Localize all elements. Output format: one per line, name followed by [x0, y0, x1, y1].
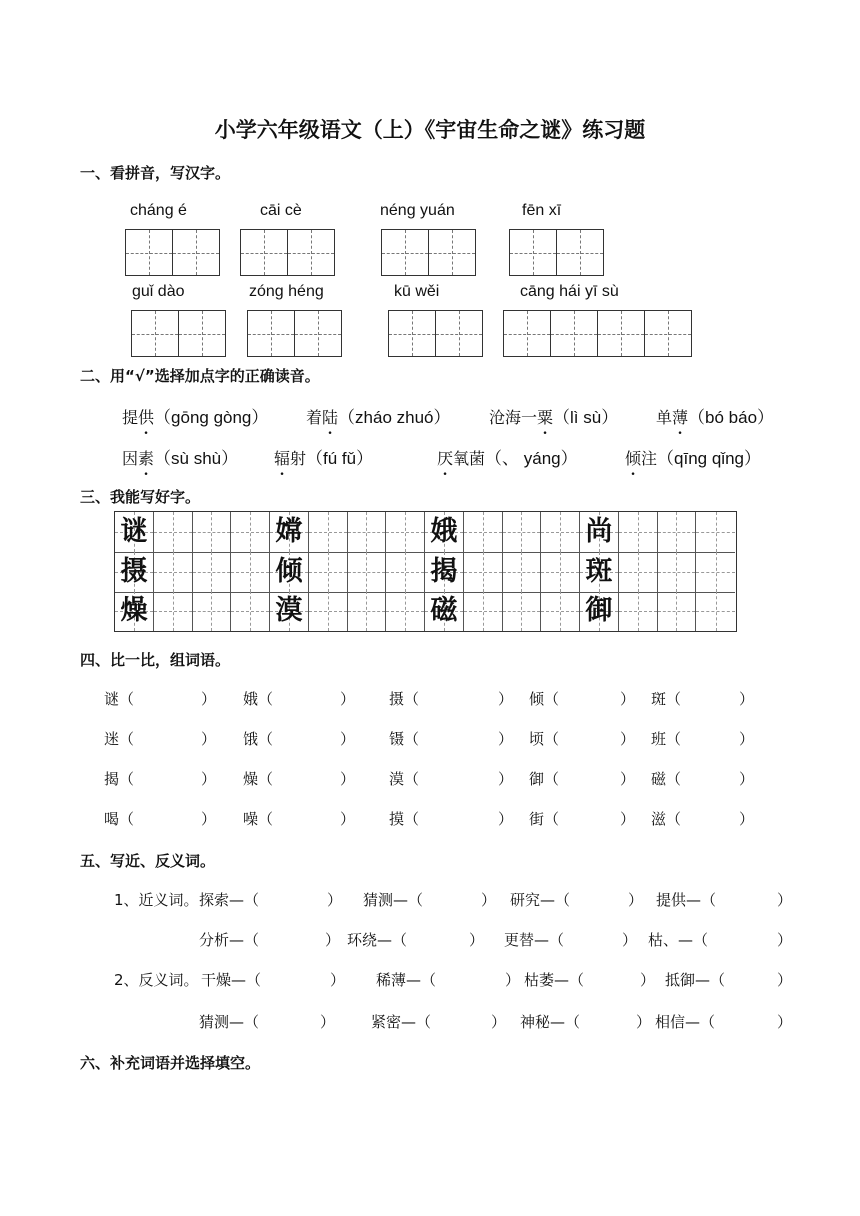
handwriting-cell[interactable]	[386, 552, 425, 592]
word-pair-prompt: 相信—（	[655, 1013, 716, 1031]
handwriting-cell[interactable]	[193, 512, 232, 552]
answer-blank-close[interactable]: ）	[327, 891, 343, 909]
word-pair-prompt: 干燥—（	[201, 971, 262, 989]
reading-item-4: 单薄（bó báo）	[656, 408, 775, 427]
word-pair-prompt: 稀薄—（	[376, 971, 437, 989]
answer-blank-close[interactable]: ）	[640, 971, 656, 989]
handwriting-cell[interactable]	[619, 512, 658, 552]
answer-blank-close[interactable]: ）	[622, 931, 638, 949]
pinyin-2-4: cāng hái yī sù	[520, 283, 619, 300]
handwriting-cell[interactable]	[464, 512, 503, 552]
compare-word: 摸（	[389, 810, 420, 828]
handwriting-cell[interactable]	[541, 512, 580, 552]
writing-box-1-2[interactable]	[240, 229, 335, 276]
handwriting-cell[interactable]	[503, 512, 542, 552]
section5-heading: 五、写近、反义词。	[80, 852, 216, 870]
writing-box-2-1[interactable]	[131, 310, 226, 357]
handwriting-row	[115, 591, 735, 631]
section3-heading: 三、我能写好字。	[80, 488, 201, 506]
answer-blank-close[interactable]: ）	[201, 730, 217, 748]
compare-word: 漠（	[389, 770, 420, 788]
pinyin-2-2: zóng héng	[249, 283, 324, 300]
answer-blank-close[interactable]: ）	[636, 1013, 652, 1031]
answer-blank-close[interactable]: ）	[498, 730, 514, 748]
answer-blank-close[interactable]: ）	[340, 770, 356, 788]
reading-item-8: 倾注（qīng qǐng）	[625, 449, 761, 468]
handwriting-cell[interactable]	[231, 552, 270, 592]
compare-word: 摄（	[389, 690, 420, 708]
handwriting-cell[interactable]	[309, 552, 348, 592]
word-pair-prompt: 紧密—（	[371, 1013, 432, 1031]
answer-blank-close[interactable]: ）	[320, 1013, 336, 1031]
word-pair-prompt: 探索—（	[199, 891, 260, 909]
section4-heading: 四、比一比，组词语。	[80, 651, 231, 669]
section6-heading: 六、补充词语并选择填空。	[80, 1054, 261, 1072]
compare-word: 娥（	[243, 690, 274, 708]
compare-word: 倾（	[529, 690, 560, 708]
answer-blank-close[interactable]: ）	[340, 810, 356, 828]
answer-blank-close[interactable]: ）	[739, 730, 755, 748]
answer-blank-close[interactable]: ）	[620, 690, 636, 708]
answer-blank-close[interactable]: ）	[739, 810, 755, 828]
handwriting-cell[interactable]	[348, 552, 387, 592]
compare-word: 街（	[529, 810, 560, 828]
handwriting-cell[interactable]	[348, 591, 387, 631]
model-character: 斑	[585, 555, 613, 587]
handwriting-cell[interactable]	[309, 591, 348, 631]
reading-item-5: 因素（sù shù）	[122, 449, 239, 468]
model-character: 揭	[430, 555, 458, 587]
answer-blank-close[interactable]: ）	[340, 690, 356, 708]
handwriting-cell[interactable]	[193, 552, 232, 592]
compare-word: 御（	[529, 770, 560, 788]
handwriting-cell[interactable]	[193, 591, 232, 631]
handwriting-row	[115, 552, 735, 593]
handwriting-cell[interactable]	[503, 552, 542, 592]
answer-blank-close[interactable]: ）	[469, 931, 485, 949]
answer-blank-close[interactable]: ）	[201, 810, 217, 828]
model-character: 谜	[120, 516, 148, 547]
writing-box-1-1[interactable]	[125, 229, 220, 276]
handwriting-cell[interactable]	[696, 512, 735, 552]
answer-blank-close[interactable]: ）	[201, 770, 217, 788]
handwriting-cell[interactable]	[348, 512, 387, 552]
compare-word: 噪（	[243, 810, 274, 828]
answer-blank-close[interactable]: ）	[620, 770, 636, 788]
answer-blank-close[interactable]: ）	[777, 891, 793, 909]
model-character: 倾	[275, 555, 303, 587]
word-pair-prompt: 更替—（	[504, 931, 565, 949]
answer-blank-close[interactable]: ）	[325, 931, 341, 949]
word-pair-prompt: 枯、—（	[648, 931, 709, 949]
model-character: 漠	[275, 595, 303, 626]
word-pair-prompt: 神秘—（	[520, 1013, 581, 1031]
pinyin-2-3: kū wěi	[394, 283, 440, 300]
reading-item-6: 辐射（fú fǔ）	[274, 449, 374, 468]
writing-box-2-2[interactable]	[247, 310, 342, 357]
word-pair-prompt: 猜测—（	[199, 1013, 260, 1031]
handwriting-cell[interactable]	[464, 591, 503, 631]
handwriting-cell[interactable]	[154, 591, 193, 631]
answer-blank-close[interactable]: ）	[739, 690, 755, 708]
compare-word: 斑（	[651, 690, 682, 708]
handwriting-cell[interactable]	[619, 591, 658, 631]
word-pair-prompt: 研究—（	[510, 891, 571, 909]
model-character: 摄	[120, 555, 148, 587]
answer-blank-close[interactable]: ）	[505, 971, 521, 989]
synonym-label: 1、近义词。	[114, 891, 199, 909]
handwriting-cell[interactable]	[696, 591, 735, 631]
answer-blank-close[interactable]: ）	[628, 891, 644, 909]
answer-blank-close[interactable]: ）	[340, 730, 356, 748]
handwriting-cell[interactable]	[231, 591, 270, 631]
pinyin-1-1: cháng é	[130, 202, 187, 219]
answer-blank-close[interactable]: ）	[481, 891, 497, 909]
word-pair-prompt: 猜测—（	[363, 891, 424, 909]
page-title: 小学六年级语文（上）《宇宙生命之谜》练习题	[214, 118, 646, 142]
answer-blank-close[interactable]: ）	[620, 730, 636, 748]
model-character: 嫦	[275, 516, 303, 547]
handwriting-cell[interactable]	[503, 591, 542, 631]
handwriting-cell[interactable]	[658, 591, 697, 631]
model-character: 娥	[430, 516, 458, 547]
handwriting-cell[interactable]	[541, 591, 580, 631]
handwriting-cell[interactable]	[464, 552, 503, 592]
answer-blank-close[interactable]: ）	[620, 810, 636, 828]
writing-box-1-4[interactable]	[509, 229, 604, 276]
answer-blank-close[interactable]: ）	[498, 690, 514, 708]
compare-word: 迷（	[104, 730, 135, 748]
word-pair-prompt: 枯萎—（	[524, 971, 585, 989]
handwriting-cell[interactable]	[658, 512, 697, 552]
pinyin-1-2: cāi cè	[260, 202, 302, 219]
writing-box-2-3[interactable]	[388, 310, 483, 357]
writing-box-2-4[interactable]	[503, 310, 692, 357]
answer-blank-close[interactable]: ）	[491, 1013, 507, 1031]
model-character: 御	[585, 595, 613, 626]
answer-blank-close[interactable]: ）	[777, 1013, 793, 1031]
word-pair-prompt: 分析—（	[199, 931, 260, 949]
compare-word: 饿（	[243, 730, 274, 748]
model-character: 尚	[585, 516, 613, 547]
pinyin-2-1: guǐ dào	[132, 283, 185, 300]
handwriting-cell[interactable]	[154, 512, 193, 552]
model-character: 燥	[120, 595, 148, 626]
answer-blank-close[interactable]: ）	[777, 971, 793, 989]
answer-blank-close[interactable]: ）	[498, 810, 514, 828]
writing-box-1-3[interactable]	[381, 229, 476, 276]
compare-word: 镊（	[389, 730, 420, 748]
model-character: 磁	[430, 595, 458, 626]
answer-blank-close[interactable]: ）	[330, 971, 346, 989]
pinyin-1-3: néng yuán	[380, 202, 455, 219]
answer-blank-close[interactable]: ）	[498, 770, 514, 788]
compare-word: 燥（	[243, 770, 274, 788]
compare-word: 顷（	[529, 730, 560, 748]
pinyin-1-4: fēn xī	[522, 202, 562, 219]
handwriting-cell[interactable]	[231, 512, 270, 552]
compare-word: 揭（	[104, 770, 135, 788]
handwriting-cell[interactable]	[658, 552, 697, 592]
section1-heading: 一、看拼音，写汉字。	[80, 164, 231, 182]
word-pair-prompt: 抵御—（	[665, 971, 726, 989]
compare-word: 磁（	[651, 770, 682, 788]
word-pair-prompt: 提供—（	[656, 891, 717, 909]
reading-item-7: 厌氧菌（、 yáng）	[437, 449, 578, 468]
compare-word: 滋（	[651, 810, 682, 828]
answer-blank-close[interactable]: ）	[739, 770, 755, 788]
handwriting-cell[interactable]	[619, 552, 658, 592]
answer-blank-close[interactable]: ）	[201, 690, 217, 708]
handwriting-cell[interactable]	[541, 552, 580, 592]
handwriting-cell[interactable]	[154, 552, 193, 592]
handwriting-row	[115, 512, 735, 553]
handwriting-cell[interactable]	[386, 512, 425, 552]
handwriting-grid[interactable]	[114, 511, 737, 632]
handwriting-cell[interactable]	[309, 512, 348, 552]
reading-item-3: 沧海一粟（lì sù）	[489, 408, 619, 427]
antonym-label: 2、反义词。	[114, 971, 199, 989]
compare-word: 喝（	[104, 810, 135, 828]
handwriting-cell[interactable]	[696, 552, 735, 592]
reading-item-1: 提供（gōng gòng）	[122, 408, 269, 427]
handwriting-cell[interactable]	[386, 591, 425, 631]
word-pair-prompt: 环绕—（	[347, 931, 408, 949]
reading-item-2: 着陆（zháo zhuó）	[306, 408, 451, 427]
compare-word: 谜（	[104, 690, 135, 708]
answer-blank-close[interactable]: ）	[777, 931, 793, 949]
compare-word: 班（	[651, 730, 682, 748]
section2-heading: 二、用“√”选择加点字的正确读音。	[80, 367, 320, 385]
